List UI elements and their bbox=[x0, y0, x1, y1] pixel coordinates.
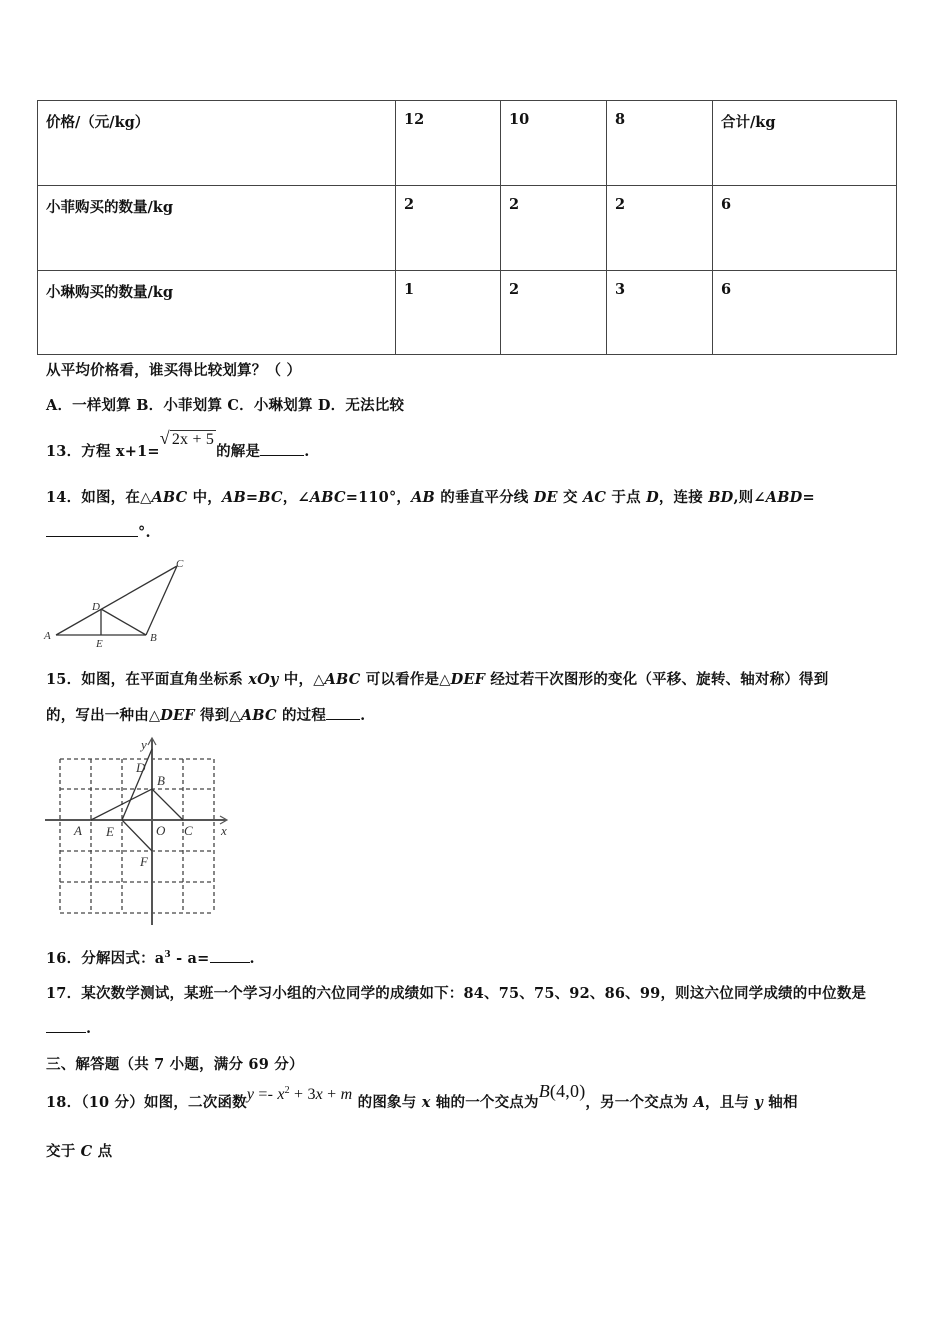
q18-text: 的图象与 bbox=[357, 1094, 422, 1111]
answer-blank bbox=[326, 718, 360, 720]
label-o: O bbox=[156, 823, 166, 838]
label-a: A bbox=[74, 823, 82, 838]
q18-text: x bbox=[421, 1094, 431, 1111]
q17-end: . bbox=[86, 1020, 92, 1037]
q15-text: 15．如图，在平面直角坐标系 bbox=[46, 671, 249, 688]
q13-question bbox=[46, 428, 310, 461]
table-cell: 3 bbox=[607, 271, 713, 355]
q14-text: AB bbox=[411, 489, 436, 506]
q18-text: A bbox=[693, 1094, 706, 1111]
formula-part: 2 bbox=[284, 1085, 290, 1097]
q18-text: 点 bbox=[92, 1143, 113, 1160]
q15-question-line2 bbox=[46, 704, 365, 725]
formula-part: (4,0) bbox=[549, 1081, 586, 1101]
q14-text: =110°， bbox=[345, 489, 412, 506]
q16-question bbox=[46, 947, 255, 968]
q14-text: ,则∠ bbox=[733, 489, 766, 506]
q18-text: 18．（10 分）如图，二次函数 bbox=[46, 1094, 247, 1111]
q13-suffix: 的解是 bbox=[216, 443, 261, 460]
answer-blank bbox=[210, 961, 250, 963]
formula-part: y bbox=[246, 1086, 255, 1103]
q18-text: ，另一个交点为 bbox=[585, 1094, 694, 1111]
q15-text: 得到△ bbox=[194, 707, 241, 724]
q14-text: 于点 bbox=[606, 489, 647, 506]
q16-end: . bbox=[249, 950, 255, 967]
label-c: C bbox=[176, 558, 184, 570]
q18-text: 轴相 bbox=[763, 1094, 798, 1111]
q14-end: °. bbox=[138, 524, 151, 541]
q14-text: BD bbox=[708, 489, 734, 506]
q18-formula bbox=[247, 1086, 353, 1103]
section-3-title: 三、解答题（共 7 小题，满分 69 分） bbox=[46, 1056, 304, 1073]
answer-blank bbox=[46, 1031, 86, 1033]
table-row bbox=[38, 271, 897, 355]
q15-text: 的过程 bbox=[276, 707, 327, 724]
label-e: E bbox=[106, 824, 114, 839]
label-a: A bbox=[44, 630, 51, 642]
q14-text: 交 bbox=[557, 489, 583, 506]
coordinate-grid-figure bbox=[40, 735, 240, 930]
table-cell: 6 bbox=[713, 186, 897, 271]
q14-text: = bbox=[802, 489, 815, 506]
formula-part: + bbox=[322, 1086, 341, 1103]
q15-end: . bbox=[360, 707, 366, 724]
q14-text: AB=BC bbox=[222, 489, 283, 506]
q14-text: AC bbox=[582, 489, 607, 506]
label-c: C bbox=[184, 823, 193, 838]
q12-question: 从平均价格看，谁买得比较划算？（ ） bbox=[46, 362, 302, 379]
q14-text: ，连接 bbox=[658, 489, 709, 506]
label-e: E bbox=[96, 638, 103, 650]
q15-text: 经过若干次图形的变化（平移、旋转、轴对称）得到 bbox=[485, 671, 829, 688]
table-row bbox=[38, 186, 897, 271]
label-y: y bbox=[141, 737, 147, 752]
q15-text: xOy bbox=[248, 671, 279, 688]
q13-prefix: 13．方程 x+1= bbox=[46, 443, 160, 460]
table-cell: 小菲购买的数量/kg bbox=[38, 186, 396, 271]
q18-question-line1 bbox=[46, 1081, 798, 1112]
triangle-figure bbox=[40, 555, 200, 650]
q12-options: A．一样划算 B．小菲划算 C．小琳划算 D．无法比较 bbox=[46, 397, 405, 414]
answer-blank bbox=[46, 535, 138, 537]
table-header-row bbox=[38, 101, 897, 186]
q18-text: 交于 bbox=[46, 1143, 81, 1160]
q14-text: D bbox=[646, 489, 659, 506]
q14-question-line2 bbox=[46, 524, 151, 541]
formula-part: x bbox=[315, 1086, 323, 1103]
answer-blank bbox=[260, 454, 304, 456]
table-cell: 小琳购买的数量/kg bbox=[38, 271, 396, 355]
q15-text: 可以看作是△ bbox=[360, 671, 451, 688]
table-cell: 12 bbox=[396, 101, 501, 186]
q18-text: y bbox=[754, 1094, 764, 1111]
label-b: B bbox=[150, 632, 157, 644]
q14-question-line1 bbox=[46, 486, 815, 507]
segment-bd bbox=[101, 609, 146, 635]
q14-text: 14．如图，在△ bbox=[46, 489, 152, 506]
q18-text: 轴的一个交点为 bbox=[430, 1094, 539, 1111]
q15-text: DEF bbox=[160, 707, 195, 724]
q14-text: ABC bbox=[151, 489, 188, 506]
sqrt-radicand: 2x + 5 bbox=[171, 431, 215, 448]
label-f: F bbox=[140, 854, 148, 869]
q14-text: ABD bbox=[765, 489, 803, 506]
q18-text: ，且与 bbox=[705, 1094, 755, 1111]
table-cell: 6 bbox=[713, 271, 897, 355]
table-cell: 1 bbox=[396, 271, 501, 355]
q18-question-line2 bbox=[46, 1140, 112, 1161]
triangle-abc bbox=[91, 789, 183, 820]
q15-text: DEF bbox=[450, 671, 486, 688]
q15-text: ABC bbox=[240, 707, 277, 724]
q15-text: 中，△ bbox=[278, 671, 325, 688]
formula-part: =- bbox=[254, 1086, 278, 1103]
q13-end: . bbox=[304, 443, 310, 460]
label-d: D bbox=[92, 601, 100, 613]
table-cell: 价格/（元/kg） bbox=[38, 101, 396, 186]
q15-text: ABC bbox=[324, 671, 361, 688]
q17-question-line1: 17．某次数学测试，某班一个学习小组的六位同学的成绩如下：84、75、75、92、86、99，则这六位同学成绩的中位数是 bbox=[46, 985, 867, 1002]
q18-text: C bbox=[80, 1143, 93, 1160]
segment-bc bbox=[146, 566, 177, 635]
segment-ef bbox=[122, 820, 152, 851]
table-cell: 2 bbox=[396, 186, 501, 271]
q16-text: 16．分解因式：a bbox=[46, 950, 165, 967]
price-table bbox=[37, 100, 897, 355]
q14-text: 的垂直平分线 bbox=[435, 489, 534, 506]
formula-part: B bbox=[538, 1081, 550, 1101]
q15-question-line1 bbox=[46, 668, 828, 689]
q16-exponent: 3 bbox=[164, 950, 171, 961]
table-cell: 合计/kg bbox=[713, 101, 897, 186]
q14-text: 中， bbox=[187, 489, 223, 506]
table-cell: 2 bbox=[501, 186, 607, 271]
formula-part: m bbox=[340, 1086, 353, 1103]
q17-question-line2 bbox=[46, 1020, 91, 1037]
point-b-coords bbox=[538, 1081, 586, 1101]
label-d: D bbox=[136, 760, 146, 775]
table-cell: 2 bbox=[607, 186, 713, 271]
table-cell: 8 bbox=[607, 101, 713, 186]
q14-text: ，∠ bbox=[282, 489, 310, 506]
label-x: x bbox=[221, 823, 227, 838]
q14-text: DE bbox=[533, 489, 558, 506]
formula-part: x bbox=[277, 1086, 285, 1103]
label-b: B bbox=[157, 773, 165, 788]
formula-part: + 3 bbox=[289, 1086, 316, 1103]
q14-text: ABC bbox=[309, 489, 346, 506]
table-cell: 2 bbox=[501, 271, 607, 355]
sqrt-expression: √ 2x + 5 bbox=[159, 428, 215, 448]
segment-ac bbox=[56, 566, 177, 635]
q15-text: 的，写出一种由△ bbox=[46, 707, 161, 724]
table-cell: 10 bbox=[501, 101, 607, 186]
q16-text: - a= bbox=[170, 950, 210, 967]
